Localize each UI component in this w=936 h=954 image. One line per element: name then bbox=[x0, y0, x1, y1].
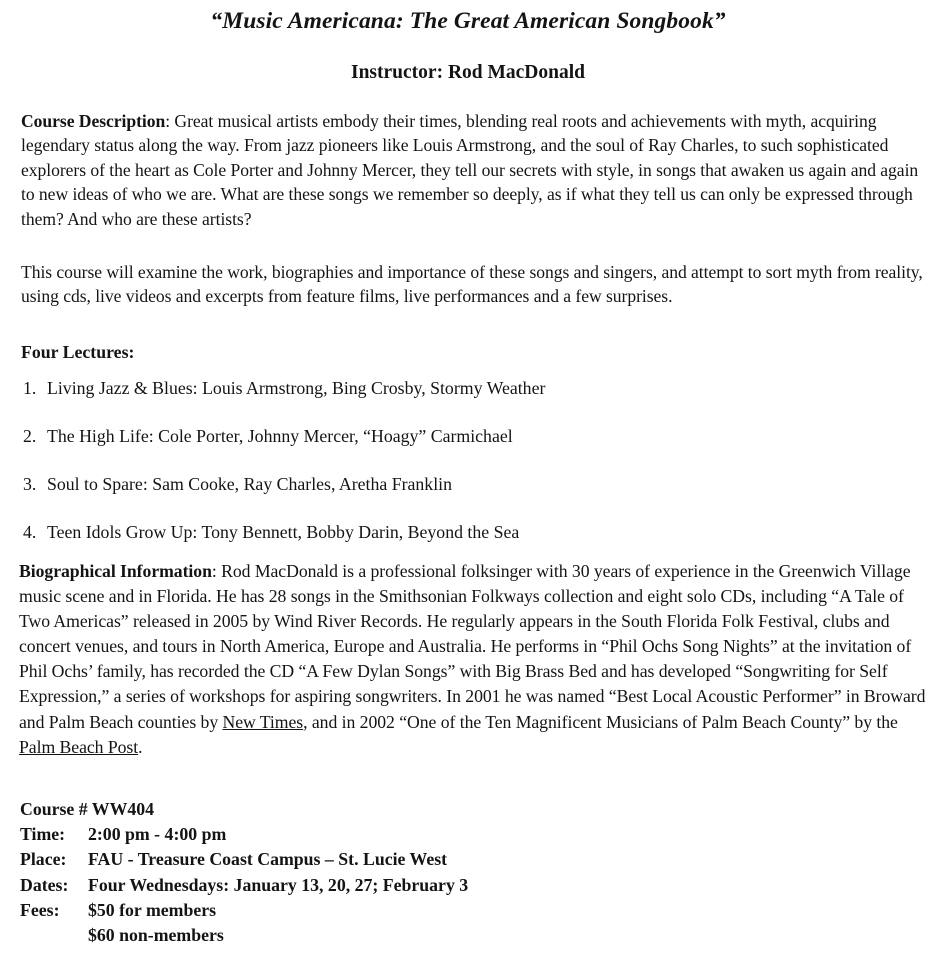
course-title: “Music Americana: The Great American Songbook” bbox=[210, 8, 726, 34]
lecture-item bbox=[23, 376, 545, 400]
lecture-text: Teen Idols Grow Up: Tony Bennett, Bobby Darin, Beyond the Sea bbox=[47, 522, 520, 542]
lecture-number: 1. bbox=[23, 378, 37, 398]
instructor-line: Instructor: Rod MacDonald bbox=[351, 62, 585, 83]
course-description-text: : Great musical artists embody their times, blending real roots and achievements with myth, acquiring legendary status along the way. From jazz pioneers like Louis Armstrong, and the soul of Ray Charles, to such sophisticated explorers of the heart as Cole Porter and Johnny Mercer, they tell our secrets with style, in songs that awaken us again and again to new ideas of who we are. What are these songs we remember so deeply, as if what they tell us can only be expressed through them? And who are these artists? bbox=[21, 111, 919, 229]
fees-row-continued bbox=[20, 923, 468, 948]
course-details bbox=[20, 797, 468, 948]
dates-row bbox=[20, 873, 468, 898]
lecture-item bbox=[23, 520, 519, 544]
fees-label: Fees: bbox=[20, 899, 60, 920]
lecture-item bbox=[23, 424, 513, 448]
bio-label: Biographical Information bbox=[19, 561, 212, 581]
biographical-information bbox=[19, 559, 929, 760]
bio-text: , and in 2002 “One of the Ten Magnificent Musicians of Palm Beach County” by the bbox=[303, 711, 898, 732]
lecture-text: Living Jazz & Blues: Louis Armstrong, Bing Crosby, Stormy Weather bbox=[47, 378, 546, 398]
course-description bbox=[21, 109, 926, 231]
time-row bbox=[20, 822, 468, 847]
place-label: Place: bbox=[20, 849, 67, 870]
lecture-number: 2. bbox=[23, 426, 37, 446]
lecture-text: Soul to Spare: Sam Cooke, Ray Charles, Aretha Franklin bbox=[47, 474, 452, 494]
time-value: 2:00 pm - 4:00 pm bbox=[88, 824, 227, 845]
publication-palm-beach-post: Palm Beach Post bbox=[19, 736, 139, 757]
lectures-heading: Four Lectures: bbox=[21, 342, 135, 362]
publication-new-times: New Times bbox=[222, 711, 304, 732]
place-row bbox=[20, 847, 468, 872]
time-label: Time: bbox=[20, 824, 66, 845]
lecture-number: 3. bbox=[23, 474, 37, 494]
lecture-item bbox=[23, 472, 452, 496]
course-number: Course # WW404 bbox=[20, 799, 155, 819]
dates-label: Dates: bbox=[20, 874, 69, 895]
lecture-number: 4. bbox=[23, 522, 37, 542]
bio-text: : Rod MacDonald is a professional folksinger with 30 years of experience in the Greenwich Village music scene and in Florida. He has 28 songs in the Smithsonian Folkways collection and eight solo CDs, including “A Tale of Two Americas” released in 2005 by Wind River Records. He regularly appears in the South Florida Folk Festival, clubs and concert venues, and tours in North America, Europe and Australia. He performs in “Phil Ochs Song Nights” at the invitation of Phil Ochs’ family, has recorded the CD “A Few Dylan Songs” with Big Brass Bed and has developed “Songwriting for Self Expression,” a series of workshops for aspiring songwriters. In 2001 he was named “Best Local Acoustic Performer” in Broward and Palm Beach counties by bbox=[19, 561, 926, 732]
place-value: FAU - Treasure Coast Campus – St. Lucie West bbox=[88, 849, 448, 870]
fees-value-non-members: $60 non-members bbox=[88, 925, 224, 946]
fees-row bbox=[20, 898, 468, 923]
dates-value: Four Wednesdays: January 13, 20, 27; February 3 bbox=[88, 874, 469, 895]
bio-text: . bbox=[138, 736, 143, 757]
course-description-continued: This course will examine the work, biographies and importance of these songs and singers, and attempt to sort myth from reality, using cds, live videos and excerpts from feature films, live performances and a few surprises. bbox=[21, 262, 923, 307]
course-description-label: Course Description bbox=[21, 111, 166, 131]
lecture-text: The High Life: Cole Porter, Johnny Mercer, “Hoagy” Carmichael bbox=[47, 426, 513, 446]
fees-value-members: $50 for members bbox=[88, 899, 217, 920]
